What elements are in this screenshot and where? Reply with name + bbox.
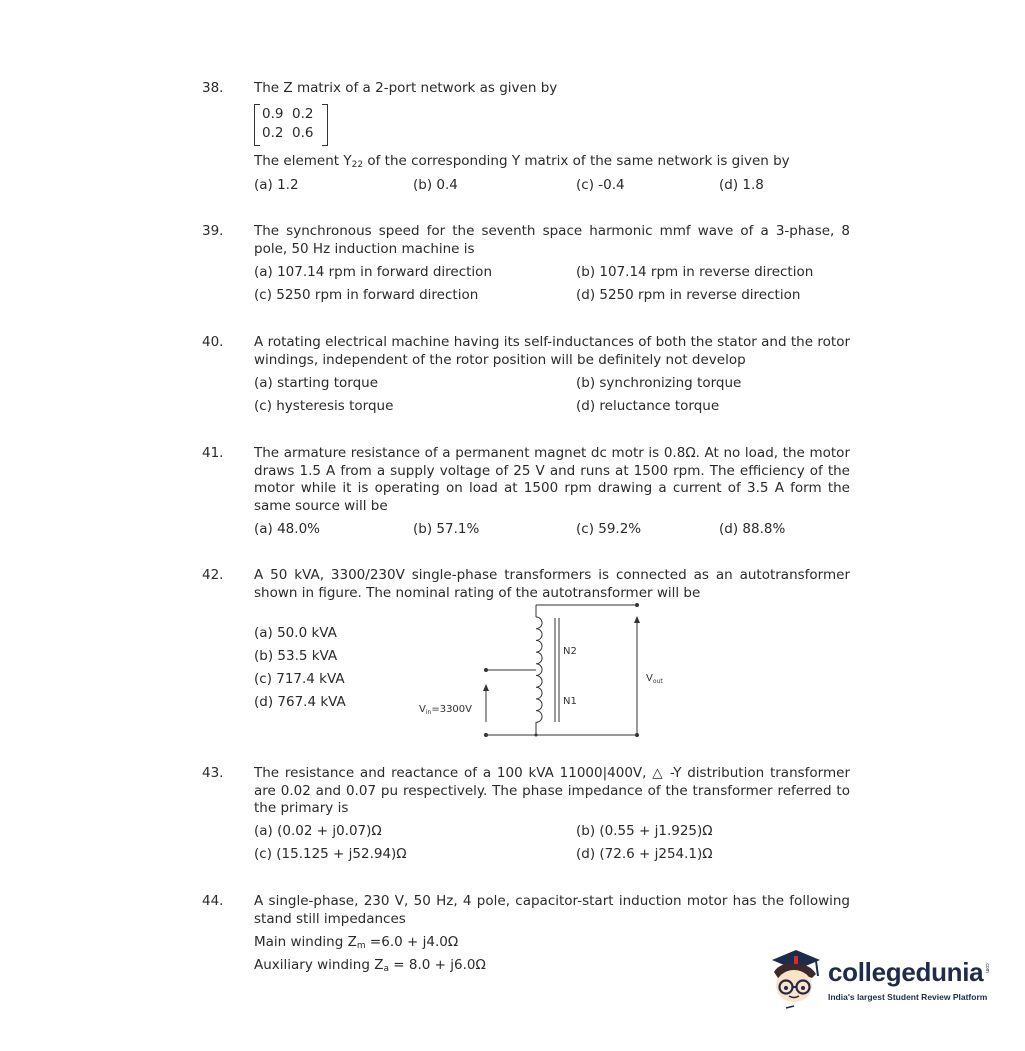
matrix-row: 0.2 0.6 [262, 125, 314, 141]
option-c: (c) (15.125 + j52.94)Ω [254, 846, 407, 862]
collegedunia-mascot-icon [764, 942, 826, 1014]
matrix-right-bracket [322, 104, 328, 146]
option-c: (c) 717.4 kVA [254, 671, 345, 687]
matrix-row: 0.9 0.2 [262, 106, 314, 122]
option-b: (b) 57.1% [413, 521, 480, 537]
option-b: (b) 107.14 rpm in reverse direction [576, 264, 814, 280]
question-text-continued: The element $Y_{22}$ of the corresponding Y matrix of the same network is given by [254, 153, 790, 170]
option-d: (d) 1.8 [719, 177, 764, 193]
option-a: (a) 48.0% [254, 521, 320, 537]
question-number: 40. [202, 334, 224, 350]
question-number: 42. [202, 567, 224, 583]
question-text: A single-phase, 230 V, 50 Hz, 4 pole, capacitor-start induction motor has the following stand still impedances [254, 893, 850, 927]
question-number: 38. [202, 80, 224, 96]
option-a: (a) (0.02 + j0.07)Ω [254, 823, 382, 839]
option-d: (d) 767.4 kVA [254, 694, 346, 710]
vin-label: $V_{in}=3300V$ [419, 704, 472, 716]
option-b: (b) (0.55 + j1.925)Ω [576, 823, 713, 839]
option-b: (b) 53.5 kVA [254, 648, 338, 664]
matrix-left-bracket [254, 104, 260, 146]
auxiliary-winding-impedance: Auxiliary winding $Z_a = 8.0 + j6.0\Omega$ [254, 957, 486, 974]
option-d: (d) reluctance torque [576, 398, 720, 414]
main-winding-impedance: Main winding $Z_m =6.0 + j4.0\Omega$ [254, 934, 459, 951]
collegedunia-tagline: India's largest Student Review Platform [828, 992, 988, 1002]
option-b: (b) 0.4 [413, 177, 458, 193]
question-text: A rotating electrical machine having its self-inductances of both the stator and the rotor windings, independent of the rotor position will be definitely not develop [254, 334, 850, 368]
option-a: (a) 50.0 kVA [254, 625, 337, 641]
question-number: 44. [202, 893, 224, 909]
option-c: (c) hysteresis torque [254, 398, 394, 414]
autotransformer-diagram [410, 598, 663, 743]
option-c: (c) 5250 rpm in forward direction [254, 287, 479, 303]
option-b: (b) synchronizing torque [576, 375, 742, 391]
collegedunia-logo-text: collegedunia [828, 957, 984, 987]
question-text: The resistance and reactance of a 100 kVA 11000|400V, △ -Y distribution transformer are 0.02 and 0.07 pu respectively. The phase impedance of the transformer referred to the primary is [254, 765, 850, 816]
option-c: (c) -0.4 [576, 177, 625, 193]
question-text: The synchronous speed for the seventh space harmonic mmf wave of a 3-phase, 8 pole, 50 Hz induction machine is [254, 223, 850, 257]
option-a: (a) starting torque [254, 375, 379, 391]
option-a: (a) 1.2 [254, 177, 299, 193]
n2-label: N2 [563, 646, 577, 657]
n1-label: N1 [563, 696, 577, 707]
option-d: (d) 5250 rpm in reverse direction [576, 287, 801, 303]
question-number: 41. [202, 445, 224, 461]
vout-label: $V_{out}$ [646, 673, 663, 685]
option-d: (d) 88.8% [719, 521, 786, 537]
question-number: 39. [202, 223, 224, 239]
question-text: A 50 kVA, 3300/230V single-phase transformers is connected as an autotransformer shown in figure. The nominal rating of the autotransformer will be [254, 567, 850, 601]
collegedunia-logo-suffix: .com [984, 962, 990, 973]
option-a: (a) 107.14 rpm in forward direction [254, 264, 492, 280]
option-d: (d) (72.6 + j254.1)Ω [576, 846, 713, 862]
question-text: The armature resistance of a permanent magnet dc motr is 0.8Ω. At no load, the motor draws 1.5 A from a supply voltage of 25 V and runs at 1500 rpm. The efficiency of the motor while it is operating on load at 1500 rpm drawing a current of 3.5 A form the same source will be [254, 445, 850, 514]
option-c: (c) 59.2% [576, 521, 642, 537]
question-number: 43. [202, 765, 224, 781]
question-text: The Z matrix of a 2-port network as given by [254, 80, 558, 96]
